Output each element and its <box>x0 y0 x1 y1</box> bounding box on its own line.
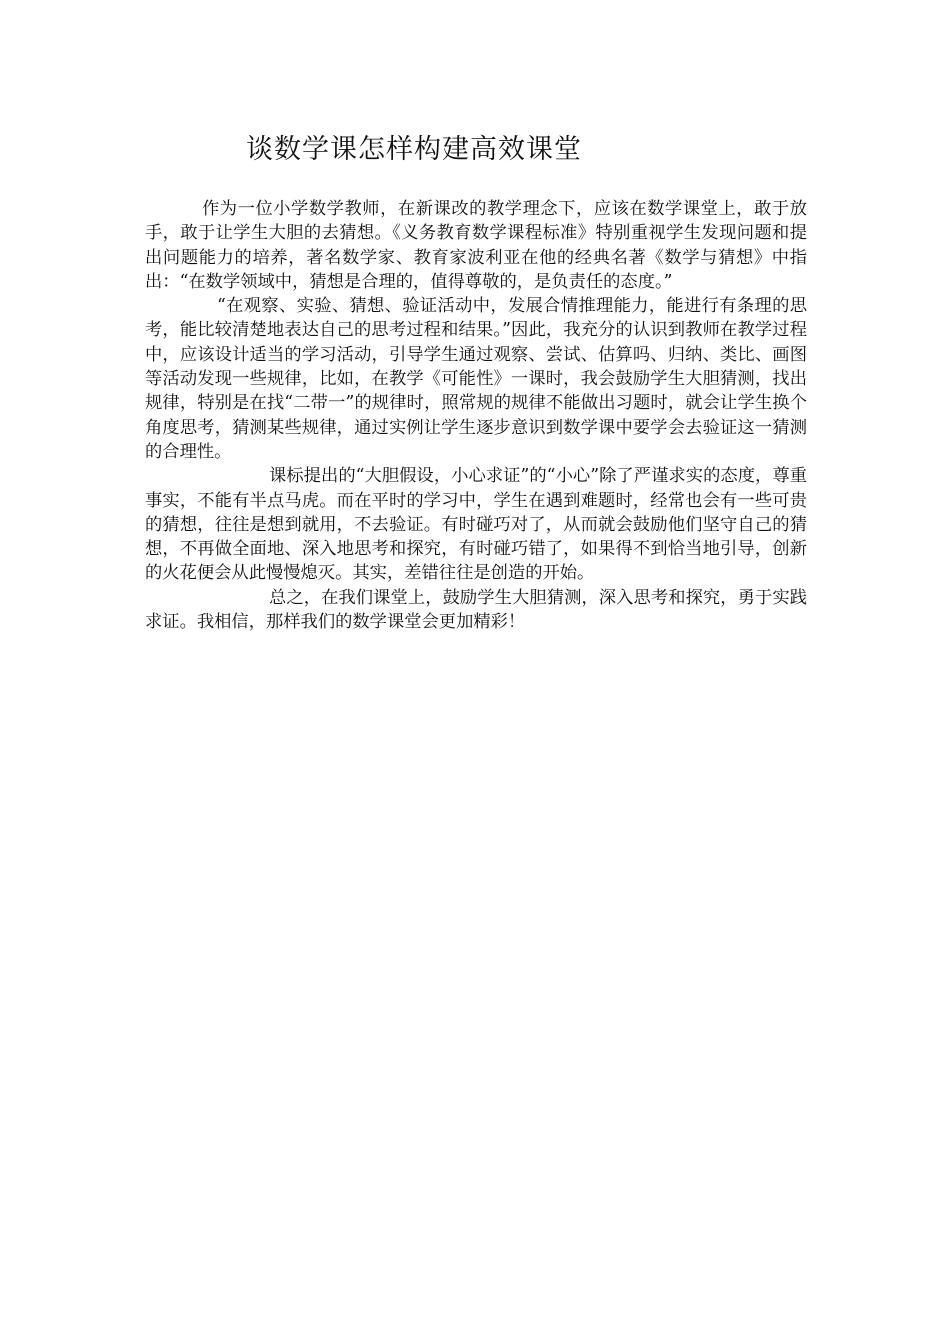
paragraph-3: 课标提出的“大胆假设，小心求证”的“小心”除了严谨求实的态度，尊重事实，不能有半点马虎。而在平时的学习中，学生在遇到难题时，经常也会有一些可贵的猜想，往往是想到就用，不去验证。有时碰巧对了，从而就会鼓励他们坚守自己的猜想，不再做全面地、深入地思考和探究，有时碰巧错了，如果得不到恰当地引导，创新的火花便会从此慢慢熄灭。其实，差错往往是创造的开始。 <box>145 466 807 584</box>
paragraph-2: “在观察、实验、猜想、验证活动中，发展合情推理能力，能进行有条理的思考，能比较清楚地表达自己的思考过程和结果。”因此，我充分的认识到教师在教学过程中，应该设计适当的学习活动，引导学生通过观察、尝试、估算吗、归纳、类比、画图等活动发现一些规律，比如，在教学《可能性》一课时，我会鼓励学生大胆猜测，找出规律，特别是在找“二带一”的规律时，照常规的规律不能做出习题时，就会让学生换个角度思考，猜测某些规律，通过实例让学生逐步意识到数学课中要学会去验证这一猜测的合理性。 <box>145 296 807 462</box>
document-body <box>145 197 807 634</box>
document-title: 谈数学课怎样构建高效课堂 <box>246 134 582 165</box>
paragraph-1: 作为一位小学数学教师，在新课改的教学理念下，应该在数学课堂上，敢于放手，敢于让学生大胆的去猜想。《义务教育数学课程标准》特别重视学生发现问题和提出问题能力的培养，著名数学家、教育家波利亚在他的经典名著《数学与猜想》中指出：“在数学领域中，猜想是合理的，值得尊敬的，是负责任的态度。” <box>145 199 807 292</box>
paragraph-4: 总之，在我们课堂上，鼓励学生大胆猜测，深入思考和探究，勇于实践求证。我相信，那样我们的数学课堂会更加精彩！ <box>145 587 807 633</box>
